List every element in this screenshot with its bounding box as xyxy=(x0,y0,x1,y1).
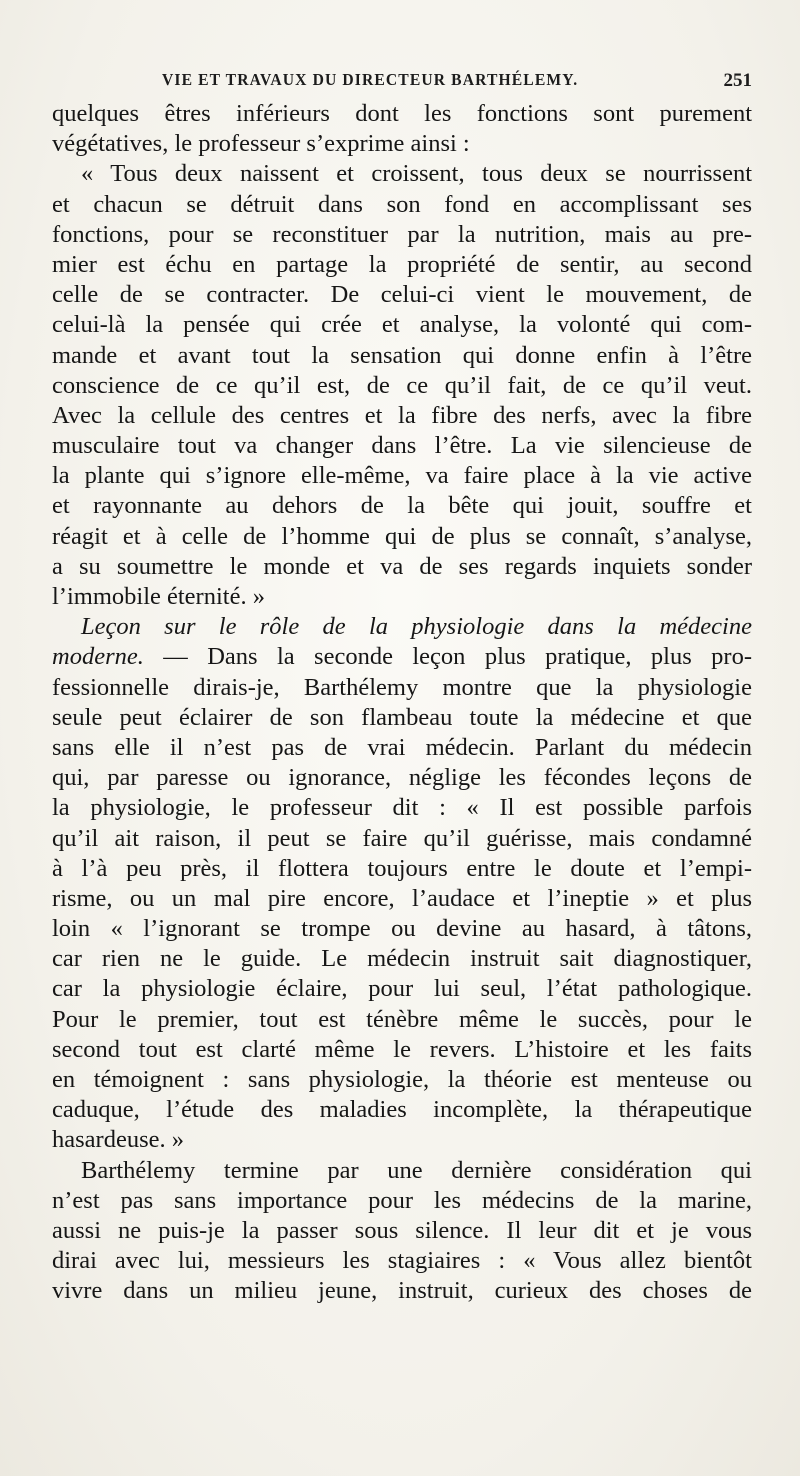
text-line: mande et avant tout la sensation qui donne enfin à l’être xyxy=(52,341,752,369)
text-line: second tout est clarté même le revers. L’histoire et les faits xyxy=(52,1035,752,1063)
text-line: Barthélemy termine par une dernière considération qui xyxy=(81,1156,752,1184)
text-line: qu’il ait raison, il peut se faire qu’il guérisse, mais condamné xyxy=(52,824,752,852)
text-line: caduque, l’étude des maladies incomplète, la thérapeutique xyxy=(52,1096,752,1124)
text-line: vivre dans un milieu jeune, instruit, curieux des choses de xyxy=(52,1277,752,1305)
text-line: seule peut éclairer de son flambeau toute la médecine et que xyxy=(52,703,752,731)
text-line: celui-là la pensée qui crée et analyse, la volonté qui com- xyxy=(52,311,752,339)
text-line: la plante qui s’ignore elle-même, va faire place à la vie active xyxy=(52,462,752,490)
text-line: loin « l’ignorant se trompe ou devine au hasard, à tâtons, xyxy=(52,915,752,943)
text-line: conscience de ce qu’il est, de ce qu’il fait, de ce qu’il veut. xyxy=(52,371,752,399)
text-line: n’est pas sans importance pour les médecins de la marine, xyxy=(52,1186,752,1214)
text-line: à l’à peu près, il flottera toujours entre le doute et l’empi- xyxy=(52,854,752,882)
text-line: Pour le premier, tout est ténèbre même le succès, pour le xyxy=(52,1005,752,1033)
text-line: la physiologie, le professeur dit : « Il est possible parfois xyxy=(52,794,752,822)
text-line: « Tous deux naissent et croissent, tous deux se nourrissent xyxy=(81,160,752,188)
text-line: a su soumettre le monde et va de ses regards inquiets sonder xyxy=(52,552,752,580)
section-heading: Leçon sur le rôle de la physiologie dans la médecine xyxy=(81,613,752,641)
text-line: fonctions, pour se reconstituer par la nutrition, mais au pre- xyxy=(52,220,752,248)
text-line: dirai avec lui, messieurs les stagiaires : « Vous allez bientôt xyxy=(52,1247,752,1275)
text-line: et rayonnante au dehors de la bête qui jouit, souffre et xyxy=(52,492,752,520)
text-line: végétatives, le professeur s’exprime ainsi : xyxy=(52,130,470,158)
text-line: et chacun se détruit dans son fond en accomplissant ses xyxy=(52,190,752,218)
text-line: fessionnelle dirais-je, Barthélemy montre que la physiologie xyxy=(52,673,752,701)
text-line: risme, ou un mal pire encore, l’audace et l’ineptie » et plus xyxy=(52,884,752,912)
text-line: car la physiologie éclaire, pour lui seul, l’état pathologique. xyxy=(52,975,752,1003)
text-line: Avec la cellule des centres et la fibre des nerfs, avec la fibre xyxy=(52,401,752,429)
text-line: celle de se contracter. De celui-ci vient le mouvement, de xyxy=(52,281,752,309)
body-text xyxy=(52,99,752,1307)
page-number: 251 xyxy=(723,70,752,91)
section-heading-tail: moderne. xyxy=(52,643,144,671)
text-line: mier est échu en partage la propriété de sentir, au second xyxy=(52,250,752,278)
text-line: qui, par paresse ou ignorance, néglige les fécondes leçons de xyxy=(52,764,752,792)
text-line: en témoignent : sans physiologie, la théorie est menteuse ou xyxy=(52,1066,752,1093)
running-title: VIE ET TRAVAUX DU DIRECTEUR BARTHÉLEMY. xyxy=(162,70,579,89)
text-line: aussi ne puis-je la passer sous silence. Il leur dit et je vous xyxy=(52,1216,752,1244)
text-line: musculaire tout va changer dans l’être. La vie silencieuse de xyxy=(52,432,752,460)
text-line: quelques êtres inférieurs dont les fonctions sont purement xyxy=(52,100,752,127)
text-line: car rien ne le guide. Le médecin instruit sait diagnostiquer, xyxy=(52,945,752,973)
text-line-rest: — Dans la seconde leçon plus pratique, plus pro- xyxy=(143,643,752,671)
text-line: sans elle il n’est pas de vrai médecin. Parlant du médecin xyxy=(52,733,752,761)
text-line: réagit et à celle de l’homme qui de plus se connaît, s’analyse, xyxy=(52,522,752,550)
running-header xyxy=(52,70,752,94)
text-line xyxy=(52,642,752,672)
text-line: l’immobile éternité. » xyxy=(52,583,265,610)
text-line: hasardeuse. » xyxy=(52,1126,184,1154)
